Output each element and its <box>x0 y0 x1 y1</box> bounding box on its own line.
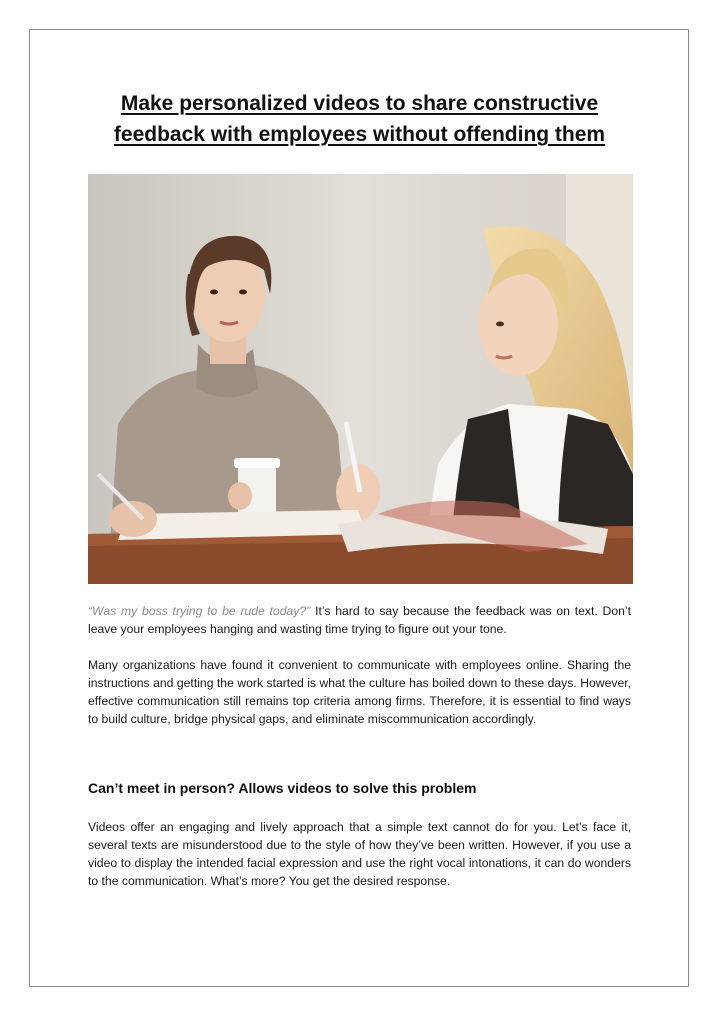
intro-quote: “Was my boss trying to be rude today?” <box>88 604 311 618</box>
section-heading: Can’t meet in person? Allows videos to solve this problem <box>88 780 477 796</box>
photo-two-women-meeting <box>88 174 633 584</box>
page-title <box>70 88 649 150</box>
intro-paragraph <box>88 602 631 638</box>
title-line-1: Make personalized videos to share constructive <box>120 92 599 115</box>
title-line-2: feedback with employees without offending them <box>113 123 606 146</box>
meeting-photo-illustration <box>88 174 633 584</box>
body-paragraph-organizations: Many organizations have found it convenient to communicate with employees online. Sharing the instructions and getting the work started is what the culture has boiled down to these days. However, effective communication still remains top criteria among firms. Therefore, it is essential to find ways to build culture, bridge physical gaps, and eliminate miscommunication accordingly. <box>88 658 631 726</box>
intro-text: It’s hard to say because the feedback was on text. Don’t leave your employees hanging and wasting time trying to figure out your tone. <box>88 604 631 636</box>
body-paragraph-videos: Videos offer an engaging and lively approach that a simple text cannot do for you. Let’s face it, several texts are misunderstood due to the style of how they’ve been written. However, if you use a video to display the intended facial expression and use the right vocal intonations, it can do wonders to the communication. What’s more? You get the desired response. <box>88 820 631 888</box>
